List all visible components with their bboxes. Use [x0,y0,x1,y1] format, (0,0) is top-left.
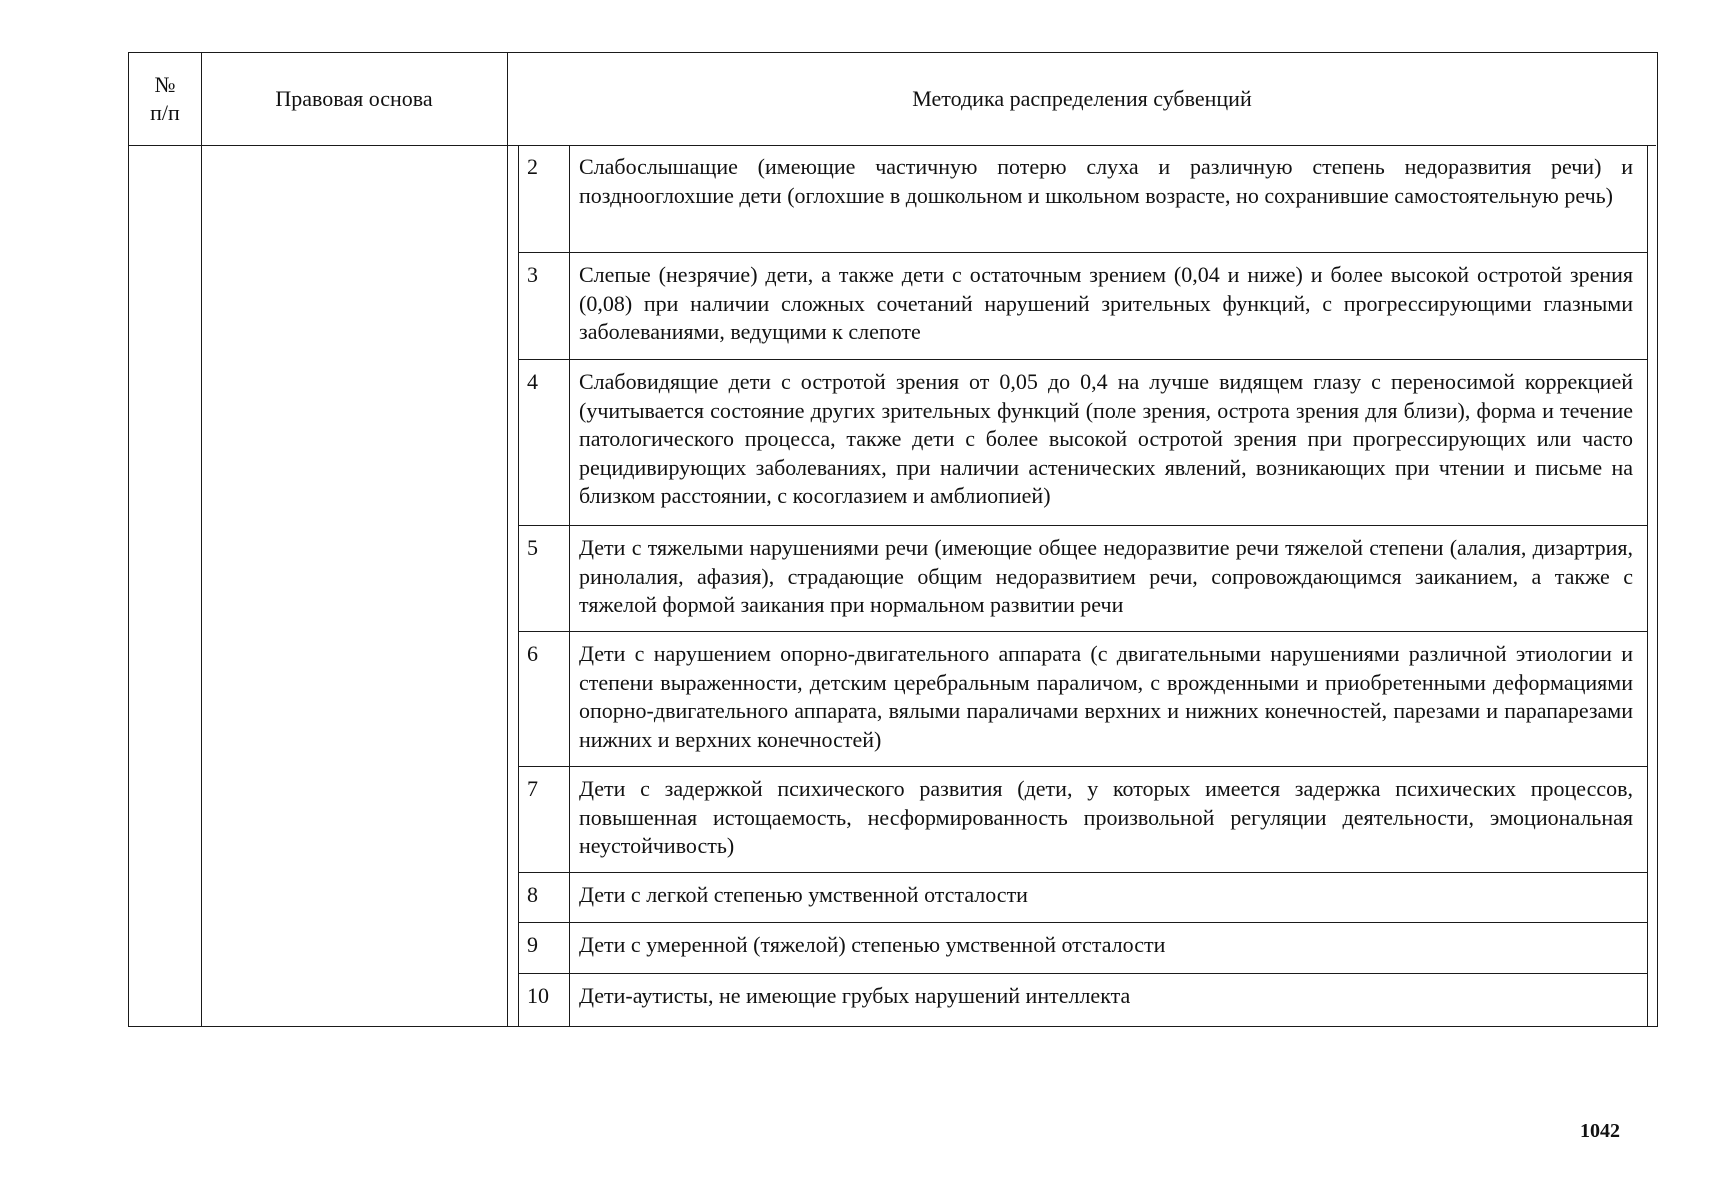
row-text: Дети с легкой степенью умственной отсталости [579,882,1028,907]
row-divider [569,360,570,525]
header-methodology-cell [507,53,1657,145]
row-divider [569,632,570,766]
row-text: Дети с нарушением опорно-двигательного аппарата (с двигательными нарушениями различной этиологии и степени выраженности, детским церебральным параличом, с врожденными и приобретенными деформациями опорно-двигательного аппарата, вялыми параличами верхних и нижних конечностей, парезами и парапарезами нижних и верхних конечностей) [579,641,1633,752]
row-divider [569,526,570,631]
table-row [519,766,1647,872]
table-row [519,525,1647,631]
row-text: Слепые (незрячие) дети, а также дети с остаточным зрением (0,04 и ниже) и более высокой остротой зрения (0,08) при наличии сложных сочетаний нарушений зрительных функций, с прогрессирующими глазными заболеваниями, ведущими к слепоте [579,262,1633,344]
header-legal-basis-cell [201,53,507,145]
row-divider [569,767,570,872]
row-number: 4 [527,369,538,394]
table-row [519,359,1647,525]
column-divider [201,53,202,1026]
row-text: Дети с задержкой психического развития (дети, у которых имеется задержка психических процессов, повышенная истощаемость, несформированность произвольной регуляции деятельности, эмоциональная неустойчивость) [579,776,1633,858]
table-row [519,922,1647,973]
table-row [519,252,1647,359]
table-row [519,872,1647,922]
table-row [519,145,1647,252]
column-divider [507,53,508,1026]
row-divider [569,873,570,922]
table-row [519,973,1647,1027]
category-table [518,145,1648,1027]
row-divider [569,974,570,1026]
header-number-cell [129,53,201,145]
row-divider [569,923,570,973]
row-divider [569,253,570,359]
row-divider [569,145,570,252]
row-number: 3 [527,262,538,287]
row-text: Слабовидящие дети с остротой зрения от 0,05 до 0,4 на лучше видящем глазу с переносимой коррекцией (учитывается состояние других зрительных функций (поле зрения, острота зрения для близи), форма и течение патологического процесса, также дети с более высокой остротой зрения при прогрессирующих или часто рецидивирующих заболеваниях, при наличии астенических явлений, возникающих при чтении и письме на близком расстоянии, с косоглазием и амблиопией) [579,369,1633,508]
row-number: 6 [527,641,538,666]
row-number: 7 [527,776,538,801]
row-number: 9 [527,932,538,957]
row-text: Слабослышащие (имеющие частичную потерю слуха и различную степень недоразвития речи) и позднооглохшие дети (оглохшие в дошкольном и школьном возрасте, но сохранившие самостоятельную речь) [579,154,1633,208]
row-text: Дети с умеренной (тяжелой) степенью умственной отсталости [579,932,1166,957]
header-number-label: № п/п [150,72,180,125]
row-text: Дети-аутисты, не имеющие грубых нарушений интеллекта [579,983,1131,1008]
page-number: 1042 [1580,1120,1620,1142]
row-text: Дети с тяжелыми нарушениями речи (имеющие общее недоразвитие речи тяжелой степени (алалия, дизартрия, ринолалия, афазия), страдающие общим недоразвитием речи, сопровождающимся заиканием, а также с тяжелой формой заикания при нормальном развитии речи [579,535,1633,617]
row-number: 2 [527,154,538,179]
row-number: 10 [527,983,549,1008]
header-methodology-label: Методика распределения субвенций [912,86,1252,111]
row-number: 8 [527,882,538,907]
table-row [519,631,1647,766]
header-legal-basis-label: Правовая основа [275,86,433,111]
row-number: 5 [527,535,538,560]
